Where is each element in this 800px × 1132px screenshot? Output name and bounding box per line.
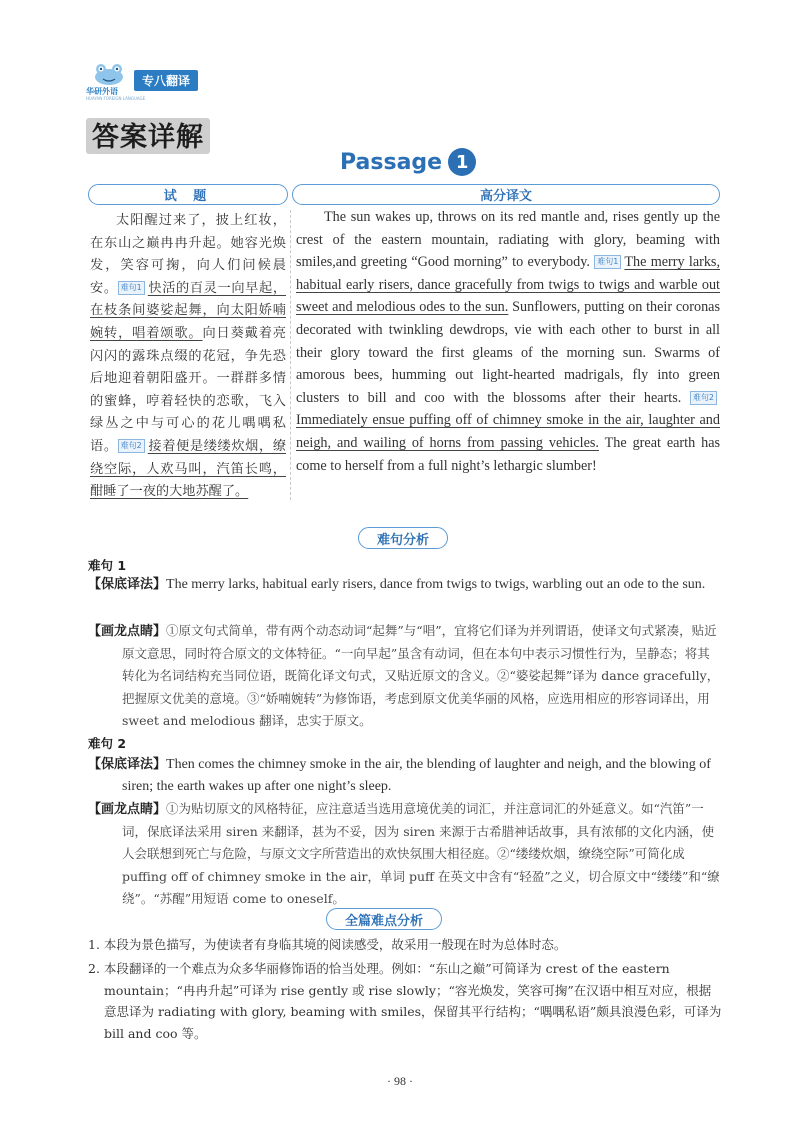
translation-paragraph xyxy=(296,206,720,477)
overall-note-1: 1. 本段为景色描写，为使读者有身临其境的阅读感受，故采用一般现在时为总体时态。 xyxy=(88,937,567,952)
overall-analysis-title: 全篇难点分析 xyxy=(326,908,442,930)
hard-sentence-2-marker-en: 难句2 xyxy=(690,391,717,405)
tip-text: ①为贴切原文的风格特征，应注意适当选用意境优美的词汇，并注意词汇的外延意义。如“汽笛”一词，保底译法采用 siren 来翻译，甚为不妥，因为 siren 来源于古希腊神话故事，具有浓郁的文化内涵，使人会联想到死亡与危险，与原文文字所营造出的欢快氛围大相径庭。②“缕缕炊烟，缭绕空际”可简化成 puffing off of chimney smoke in the air，单词 puff 在英文中含有“轻盈”之义，切合原文中“缕缕”和“缭绕”。“苏醒”用短语 come to oneself。 xyxy=(122,801,720,906)
translation-hard-sentence-2: Immediately ensue puffing off of chimney smoke in the air, laughter and neigh, and wailing of horns from passing vehicles. xyxy=(296,412,720,451)
hard-sentence-1-basic xyxy=(88,574,722,596)
page-number: · 98 · xyxy=(387,1074,413,1088)
hard-sentence-2-heading: 难句 2 xyxy=(88,736,127,751)
hard-sentence-1-tip xyxy=(88,620,722,733)
hard-sentence-2-marker: 难句2 xyxy=(118,439,145,453)
hard-sentence-analysis-title: 难句分析 xyxy=(358,527,448,549)
basic-translation-label: 【保底译法】 xyxy=(88,757,167,772)
source-hard-sentence-2: 接着便是缕缕炊烟，缭绕空际，人欢马叫，汽笛长鸣，酣睡了一夜的大地苏醒了。 xyxy=(90,438,287,500)
tip-text: ①原文句式简单，带有两个动态动词“起舞”与“唱”，宜将它们译为并列谓语，使译文句式紧凑，贴近原文意思，同时符合原文的文体特征。“一向早起”虽含有动词，但在本句中表示习惯性行为，呈静态；将其转化为名词结构充当同位语，既简化译文句式，又贴近原文的含义。②“婆娑起舞”译为 dance gracefully，把握原文优美的意境。③“娇喃婉转”为修饰语，考虑到原文优美华丽的风格，应选用相应的形容词译出，用 sweet and melodious 翻译，忠实于原文。 xyxy=(122,623,720,728)
basic-translation-text: Then comes the chimney smoke in the air, the blending of laughter and neigh, and the blowing of siren; the earth wakes up after one night’s sleep. xyxy=(122,757,711,794)
source-hard-sentence-1: 快活的百灵一向早起，在枝条间婆娑起舞，向太阳娇喃婉转，唱着颂歌。 xyxy=(90,280,287,341)
translation-hard-sentence-1: The merry larks, habitual early risers, dance gracefully from twigs to twigs and warble out sweet and melodious odes to the sun. xyxy=(296,254,720,316)
translation-column-header: 高分译文 xyxy=(292,184,720,205)
passage-number-badge: 1 xyxy=(448,148,476,176)
translation-part-1: The sun wakes up, throws on its red mantle and, rises gently up the crest of the eastern mountain, radiating with glory, beaming with smiles,and greeting “Good morning” to everybody. xyxy=(296,209,720,271)
translation-part-5: The great earth has come to herself from a full night’s lethargic slumber! xyxy=(296,434,721,474)
source-text xyxy=(90,210,286,504)
page-title-text: 答案详解 xyxy=(92,121,204,153)
passage-heading xyxy=(340,148,476,176)
source-column-header: 试 题 xyxy=(88,184,288,205)
logo-name: 华研外语 xyxy=(86,87,118,96)
tip-label: 【画龙点睛】 xyxy=(88,624,167,639)
translation-part-3: Sunflowers, putting on their coronas decorated with twinkling dewdrops, vie with each other to burst in all their glory toward the first gleams of the morning sun. Swarms of amorous bees, humming out light-hearted madrigals, fly into green clusters to bill and coo with the blossoms after their hearts. xyxy=(296,299,721,406)
source-part-1: 太阳醒过来了，披上红妆，在东山之巅冉冉升起。她容光焕发，笑容可掬，向人们问候晨安。 xyxy=(90,213,286,296)
overall-note-2: 2. 本段翻译的一个难点为众多华丽修饰语的恰当处理。例如：“东山之巅”可简译为 crest of the eastern mountain；“冉冉升起”可译为 rise gently 或 rise slowly；“容光焕发，笑容可掬”在汉语中相互对应，根据意思译为 radiating with glory, beaming with smiles，保留其平行结构；“喁喁私语”颇具浪漫色彩，可译为 bill and coo 等。 xyxy=(88,961,722,1041)
translation-text xyxy=(296,206,720,477)
hard-sentence-1-marker-en: 难句1 xyxy=(594,255,621,269)
hard-sentence-1-heading: 难句 1 xyxy=(88,558,127,573)
series-badge: 专八翻译 xyxy=(134,70,198,91)
page-title xyxy=(86,114,210,154)
hard-sentence-2-basic xyxy=(88,754,722,797)
passage-label: Passage xyxy=(340,149,443,175)
source-paragraph xyxy=(90,210,286,504)
tip-label: 【画龙点睛】 xyxy=(88,802,167,817)
hard-sentence-2-tip xyxy=(88,798,722,911)
basic-translation-text: The merry larks, habitual early risers, dance from twigs to twigs, warbling out an ode to the sun. xyxy=(166,577,706,592)
source-part-3: 向日葵戴着亮闪闪的露珠点缀的花冠，争先恐后地迎着朝阳盛开。一群群多情的蜜蜂，哼着轻快的恋歌，飞入绿丛之中与可心的花儿喁喁私语。 xyxy=(90,325,286,454)
frog-mascot-icon xyxy=(92,62,126,86)
publisher-logo xyxy=(86,62,146,101)
hard-sentence-1-marker: 难句1 xyxy=(118,281,145,295)
logo-subtitle: HUAYAN FOREIGN LANGUAGE xyxy=(86,96,146,101)
basic-translation-label: 【保底译法】 xyxy=(88,577,167,592)
column-divider xyxy=(290,210,291,500)
